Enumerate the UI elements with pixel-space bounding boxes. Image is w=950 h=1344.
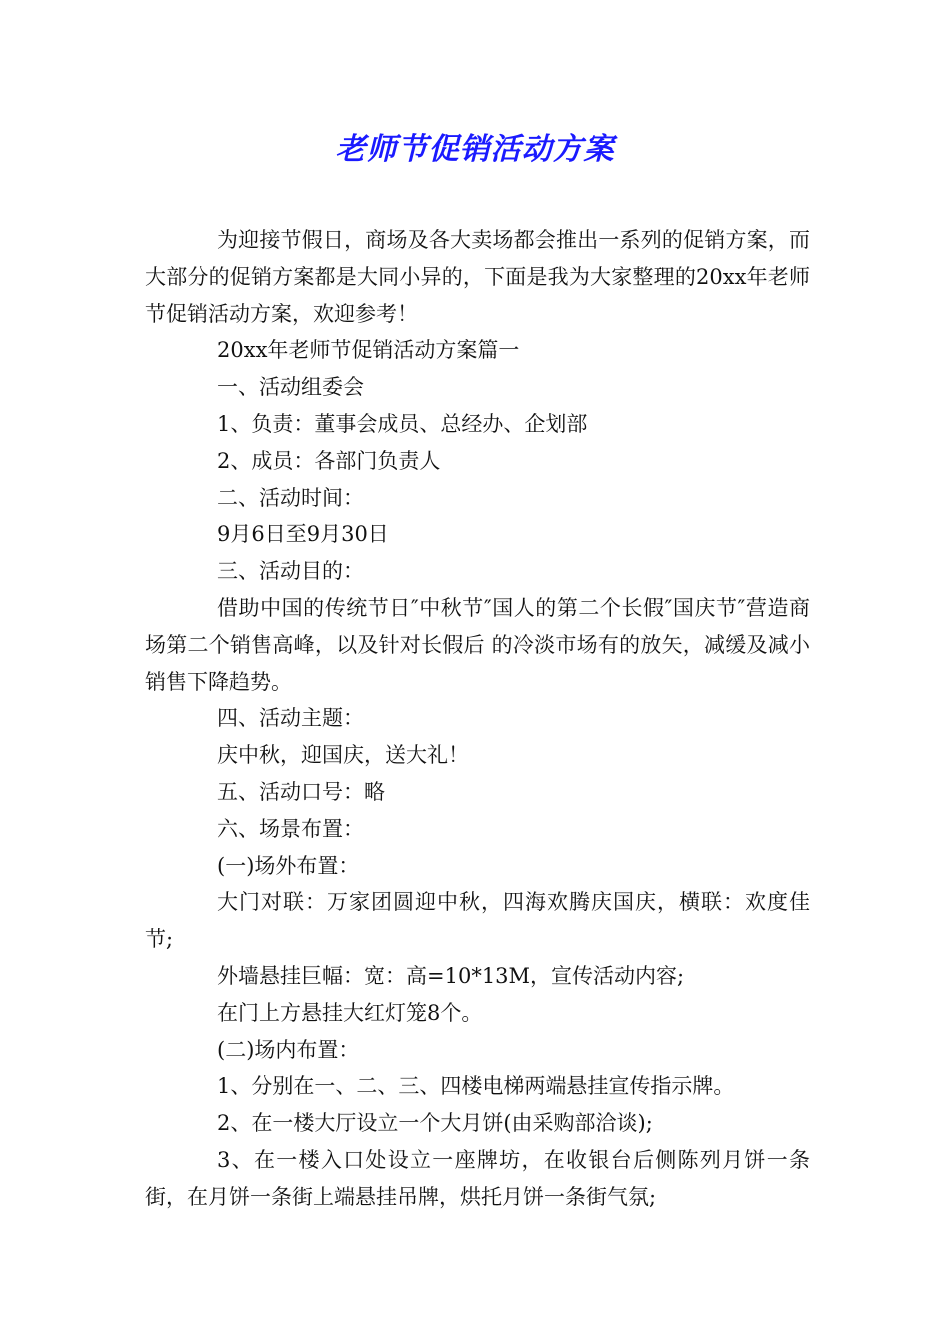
paragraph: 六、场景布置： bbox=[217, 816, 364, 841]
paragraph: 2、成员：各部门负责人 bbox=[217, 448, 441, 473]
paragraph: 五、活动口号：略 bbox=[217, 779, 385, 804]
paragraph: 二、活动时间： bbox=[217, 485, 364, 510]
document-title: 老师节促销活动方案 bbox=[335, 132, 615, 167]
paragraph: 三、活动目的： bbox=[217, 559, 364, 584]
paragraph: 20xx年老师节促销活动方案篇一 bbox=[217, 338, 520, 363]
paragraph: 3、在一楼入口处设立一座牌坊，在收银台后侧陈列月饼一条街，在月饼一条街上端悬挂吊牌，烘托月饼一条街气氛; bbox=[145, 1147, 810, 1209]
paragraph: 外墙悬挂巨幅：宽：高=10*13M，宣传活动内容; bbox=[217, 963, 685, 988]
paragraph: 庆中秋，迎国庆，送大礼！ bbox=[217, 743, 469, 768]
paragraph: 1、分别在一、二、三、四楼电梯两端悬挂宣传指示牌。 bbox=[217, 1074, 735, 1099]
paragraph: 9月6日至9月30日 bbox=[217, 522, 389, 547]
paragraph: 2、在一楼大厅设立一个大月饼(由采购部洽谈); bbox=[217, 1111, 653, 1136]
paragraph: 大门对联：万家团圆迎中秋，四海欢腾庆国庆，横联：欢度佳节; bbox=[145, 890, 810, 952]
paragraph: 借助中国的传统节日″中秋节″国人的第二个长假″国庆节″营造商场第二个销售高峰，以及针对长假后 的冷淡市场有的放矢，减缓及减小销售下降趋势。 bbox=[145, 595, 810, 694]
document-body bbox=[145, 222, 810, 1216]
paragraph: 在门上方悬挂大红灯笼8个。 bbox=[217, 1000, 483, 1025]
paragraph: 一、活动组委会 bbox=[217, 375, 364, 400]
paragraph: (二)场内布置： bbox=[217, 1037, 360, 1062]
paragraph: 1、负责：董事会成员、总经办、企划部 bbox=[217, 411, 588, 436]
paragraph: 为迎接节假日，商场及各大卖场都会推出一系列的促销方案，而大部分的促销方案都是大同小异的，下面是我为大家整理的20xx年老师节促销活动方案，欢迎参考！ bbox=[145, 228, 810, 326]
paragraph: (一)场外布置： bbox=[217, 853, 360, 878]
paragraph: 四、活动主题： bbox=[217, 706, 364, 731]
